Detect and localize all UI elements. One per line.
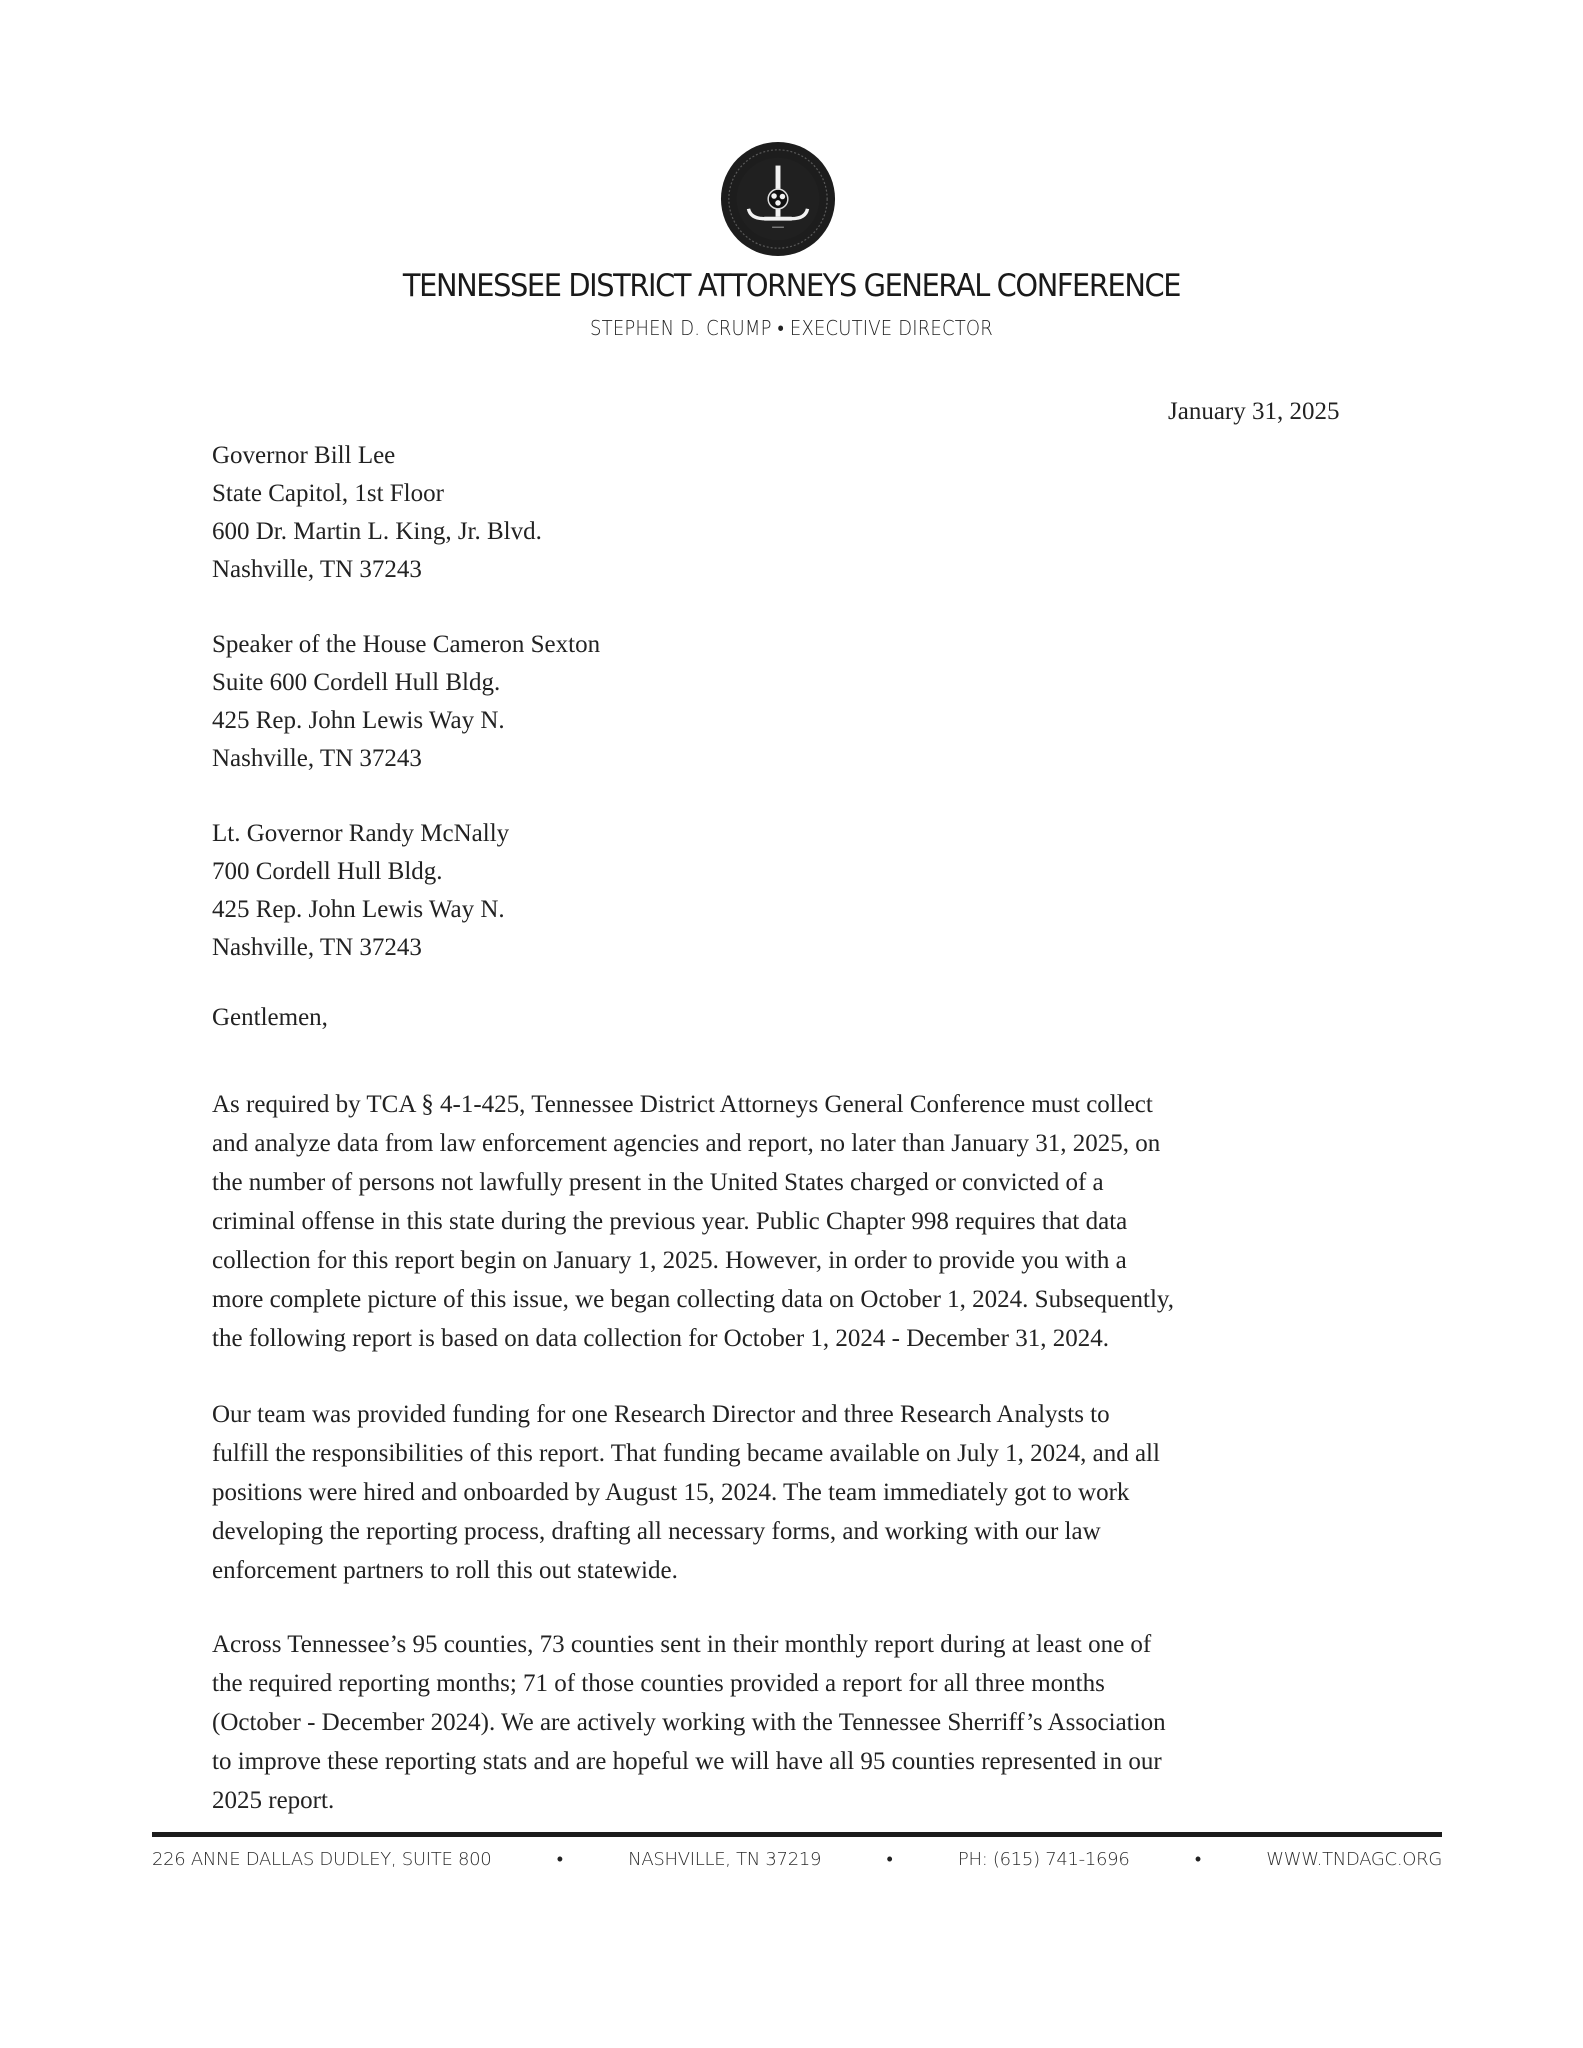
address-city-line: Nashville, TN 37243 <box>212 745 422 772</box>
body-paragraph-county-reporting <box>212 1625 1362 1820</box>
footer-city: NASHVILLE, TN 37219 <box>628 1849 822 1870</box>
paragraph-line: 2025 report. <box>212 1787 335 1814</box>
paragraph-line: fulfill the responsibilities of this report. That funding became available on July 1, 2024, and all <box>212 1440 1160 1467</box>
paragraph-line: to improve these reporting stats and are hopeful we will have all 95 counties represented in our <box>212 1748 1162 1775</box>
executive-director-line: STEPHEN D. CRUMP • EXECUTIVE DIRECTOR <box>590 316 993 340</box>
recipient-address-speaker <box>212 626 600 778</box>
paragraph-line: criminal offense in this state during the previous year. Public Chapter 998 requires that data <box>212 1208 1128 1235</box>
address-line: 700 Cordell Hull Bldg. <box>212 858 443 885</box>
footer-website: WWW.TNDAGC.ORG <box>1266 1849 1442 1870</box>
address-line: Suite 600 Cordell Hull Bldg. <box>212 669 501 696</box>
paragraph-line: (October - December 2024). We are actively working with the Tennessee Sherriff’s Association <box>212 1709 1166 1736</box>
paragraph-line: Across Tennessee’s 95 counties, 73 counties sent in their monthly report during at least one of <box>212 1631 1152 1658</box>
address-line: State Capitol, 1st Floor <box>212 480 444 507</box>
recipient-name: Speaker of the House Cameron Sexton <box>212 631 601 658</box>
recipient-address-lt-governor <box>212 815 509 967</box>
salutation: Gentlemen, <box>212 1004 328 1031</box>
recipient-address-governor <box>212 437 542 589</box>
paragraph-line: positions were hired and onboarded by August 15, 2024. The team immediately got to work <box>212 1479 1130 1506</box>
body-paragraph-statutory-requirement <box>212 1085 1362 1358</box>
bullet-separator-icon: • <box>886 1849 893 1870</box>
paragraph-line: the following report is based on data collection for October 1, 2024 - December 31, 2024. <box>212 1325 1109 1352</box>
footer-phone: PH: (615) 741-1696 <box>957 1849 1130 1870</box>
paragraph-line: enforcement partners to roll this out statewide. <box>212 1557 678 1584</box>
paragraph-line: developing the reporting process, drafting all necessary forms, and working with our law <box>212 1518 1101 1545</box>
paragraph-line: the required reporting months; 71 of those counties provided a report for all three months <box>212 1670 1105 1697</box>
address-line: 425 Rep. John Lewis Way N. <box>212 707 505 734</box>
address-line: 425 Rep. John Lewis Way N. <box>212 896 505 923</box>
footer-divider <box>152 1832 1442 1837</box>
footer-street-address: 226 ANNE DALLAS DUDLEY, SUITE 800 <box>152 1849 492 1870</box>
recipient-name: Governor Bill Lee <box>212 442 396 469</box>
bullet-separator-icon: • <box>556 1849 563 1870</box>
recipient-name: Lt. Governor Randy McNally <box>212 820 510 847</box>
address-city-line: Nashville, TN 37243 <box>212 934 422 961</box>
paragraph-line: more complete picture of this issue, we began collecting data on October 1, 2024. Subsequently, <box>212 1286 1175 1313</box>
bullet-separator-icon: • <box>1194 1849 1201 1870</box>
address-city-line: Nashville, TN 37243 <box>212 556 422 583</box>
organization-seal-icon <box>719 140 837 258</box>
address-line: 600 Dr. Martin L. King, Jr. Blvd. <box>212 518 542 545</box>
organization-name: TENNESSEE DISTRICT ATTORNEYS GENERAL CONFERENCE <box>402 268 1181 304</box>
paragraph-line: collection for this report begin on January 1, 2025. However, in order to provide you with a <box>212 1247 1127 1274</box>
paragraph-line: Our team was provided funding for one Research Director and three Research Analysts to <box>212 1401 1110 1428</box>
letterhead-footer <box>152 1849 1442 1870</box>
body-paragraph-team-funding <box>212 1395 1362 1590</box>
paragraph-line: and analyze data from law enforcement agencies and report, no later than January 31, 2025, on <box>212 1130 1161 1157</box>
paragraph-line: the number of persons not lawfully present in the United States charged or convicted of a <box>212 1169 1104 1196</box>
letter-date: January 31, 2025 <box>1168 398 1340 425</box>
paragraph-line: As required by TCA § 4-1-425, Tennessee District Attorneys General Conference must collect <box>212 1091 1153 1118</box>
